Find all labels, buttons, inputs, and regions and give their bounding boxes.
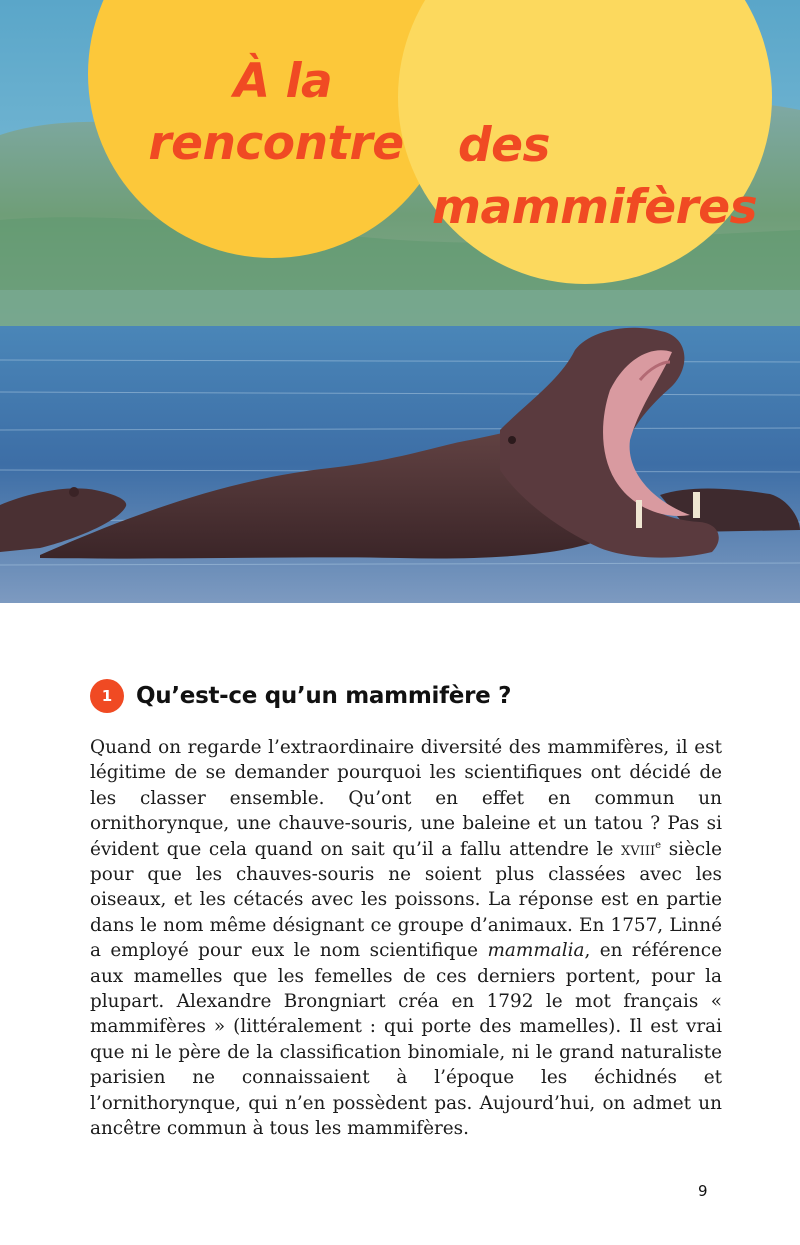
- chapter-title-line: rencontre: [148, 116, 404, 171]
- body-paragraph: [90, 735, 722, 1142]
- chapter-title-right: [432, 115, 758, 239]
- chapter-title-line: mammifères: [432, 180, 758, 235]
- body-text-part: Quand on regarde l’extraordinaire diversité des mammifères, il est légitime de se demander pourquoi les scientifiques ont décidé de les classer ensemble. Qu’ont en effet en commun un ornithorynque, une chauve-souris, une baleine et un tatou ? Pas si évident que cela quand on sait qu’il a fallu attendre le: [90, 737, 722, 860]
- chapter-title-line: À la: [233, 54, 333, 109]
- chapter-title-left: [146, 51, 406, 175]
- section-number-badge: 1: [90, 679, 124, 713]
- chapter-title-line: des: [458, 118, 550, 173]
- body-text-part: , en référence aux mamelles que les femelles de ces derniers portent, pour la plupart. Alexandre Brongniart créa en 1792 le mot français « mammifères » (littéralement : qui porte des mamelles). Il est vrai que ni le père de la classification binomiale, ni le grand naturaliste parisien ne connaissaient à l’époque les échidnés et l’ornithorynque, qui n’en possèdent pas. Aujourd’hui, on admet un ancêtre commun à tous les mammifères.: [90, 940, 722, 1140]
- hero-photo: [0, 0, 800, 603]
- section-title: Qu’est-ce qu’un mammifère ?: [136, 683, 512, 709]
- page-number: 9: [698, 1182, 708, 1200]
- section-heading: [90, 676, 511, 716]
- century-superscript: e: [655, 839, 662, 851]
- body-text-part: siècle pour que les chauves-souris ne soient plus classées avec les oiseaux, et les cétacés avec les poissons. La réponse est en partie dans le nom même désignant ce groupe d’animaux. En 1757, Linné a employé pour eux le nom scientifique: [90, 838, 722, 962]
- century-numeral: xviii: [621, 838, 656, 860]
- scientific-term: mammalia: [487, 940, 585, 962]
